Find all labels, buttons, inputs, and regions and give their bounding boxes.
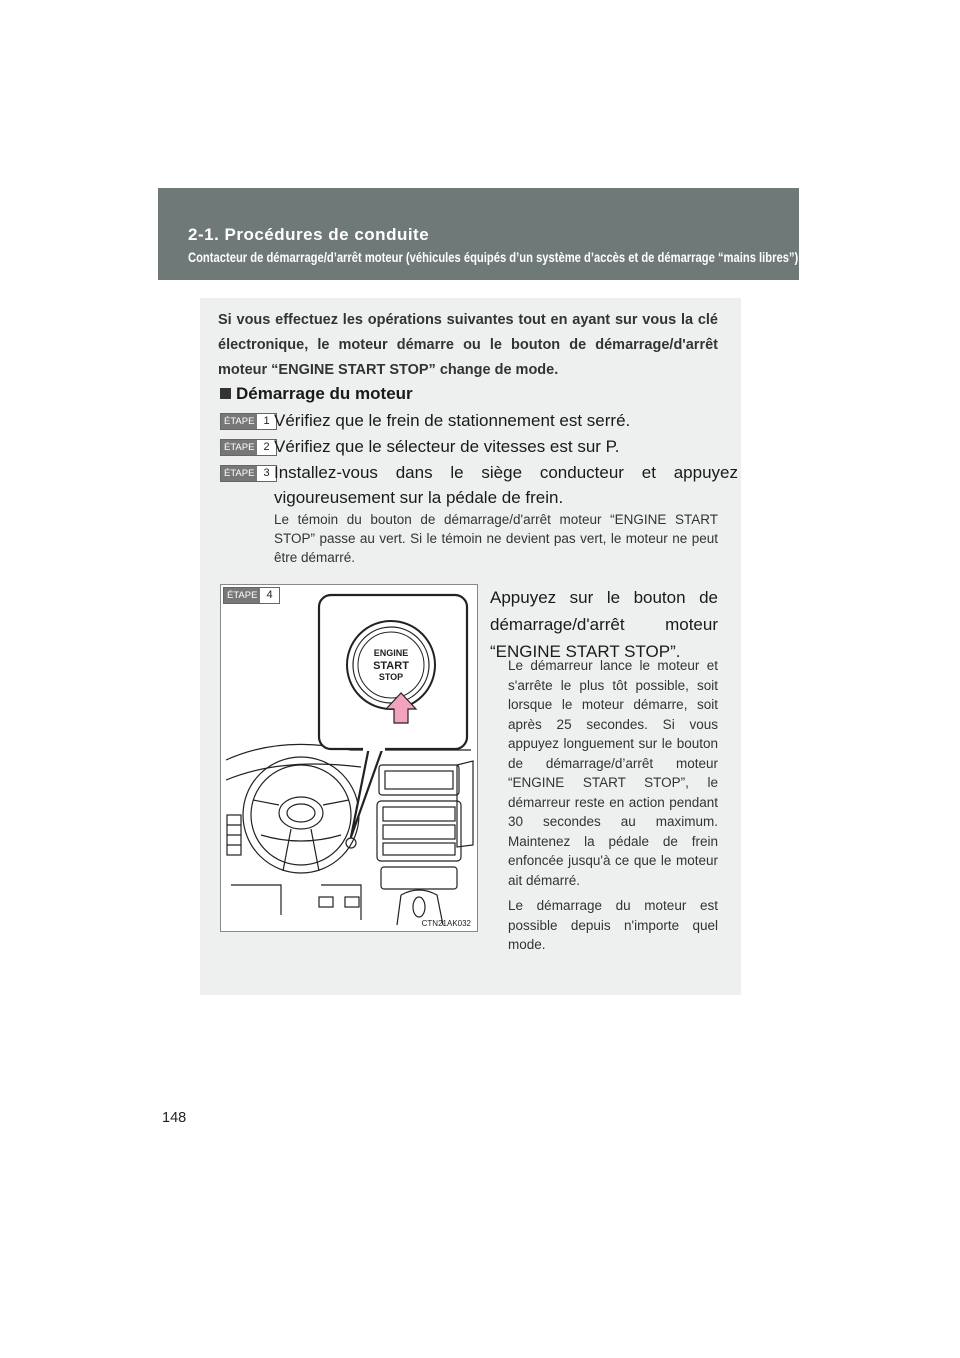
step-4-notes bbox=[508, 656, 718, 961]
dashboard-illustration bbox=[220, 584, 478, 932]
step-3-note: Le témoin du bouton de démarrage/d'arrêt moteur “ENGINE START STOP” passe au vert. Si le témoin ne devient pas vert, le moteur ne peut être démarré. bbox=[274, 512, 718, 565]
button-label-stop: STOP bbox=[378, 672, 404, 682]
section-title: 2-1. Procédures de conduite bbox=[188, 225, 430, 244]
step-2 bbox=[220, 434, 620, 459]
step-badge: ÉTAPE 1 bbox=[220, 413, 277, 430]
square-bullet-icon bbox=[220, 388, 231, 399]
step-badge: ÉTAPE 4 bbox=[223, 587, 280, 604]
section-subtitle: Contacteur de démarrage/d’arrêt moteur (véhicules équipés d’un système d’accès et de démarrage “mains libres”) bbox=[188, 250, 799, 265]
page-number: 148 bbox=[162, 1110, 187, 1126]
section-header bbox=[158, 188, 799, 280]
step-4-note-2: Le démarrage du moteur est possible depuis n'importe quel mode. bbox=[508, 898, 718, 952]
step-1 bbox=[220, 408, 631, 433]
dashboard-drawing bbox=[221, 585, 477, 931]
step-4-note-1: Le démarreur lance le moteur et s'arrête le plus tôt possible, soit lorsque le moteur démarre, soit après 25 secondes. Si vous appuyez longuement sur le bouton de démarrage/d’arrêt moteur “ENGINE START STOP”, le démarreur reste en action pendant 30 secondes au maximum. Maintenez la pédale de frein enfoncée jusqu'à ce que le moteur ait démarré. bbox=[508, 658, 718, 888]
callout-pointer bbox=[351, 747, 383, 837]
content-panel bbox=[200, 298, 741, 995]
step-badge: ÉTAPE 3 bbox=[220, 465, 277, 482]
illustration-code: CTN21AK032 bbox=[421, 919, 471, 928]
intro-text: Si vous effectuez les opérations suivantes tout en ayant sur vous la clé électronique, le moteur démarre ou le bouton de démarrage/d'arrêt moteur “ENGINE START STOP” change de mode. bbox=[218, 312, 718, 378]
section-heading: Démarrage du moteur bbox=[220, 384, 413, 404]
step-text: Vérifiez que le frein de stationnement est serré. bbox=[274, 411, 631, 430]
step-4-text: Appuyez sur le bouton de démarrage/d'arrêt moteur “ENGINE START STOP”. bbox=[490, 588, 718, 661]
step-3 bbox=[220, 460, 738, 507]
button-label-start: START bbox=[373, 660, 409, 672]
button-label-engine: ENGINE bbox=[373, 648, 409, 658]
step-text: Installez-vous dans le siège conducteur et appuyez vigoureusement sur la pédale de frein. bbox=[274, 463, 738, 507]
step-badge: ÉTAPE 2 bbox=[220, 439, 277, 456]
step-text: Vérifiez que le sélecteur de vitesses est sur P. bbox=[274, 437, 620, 456]
